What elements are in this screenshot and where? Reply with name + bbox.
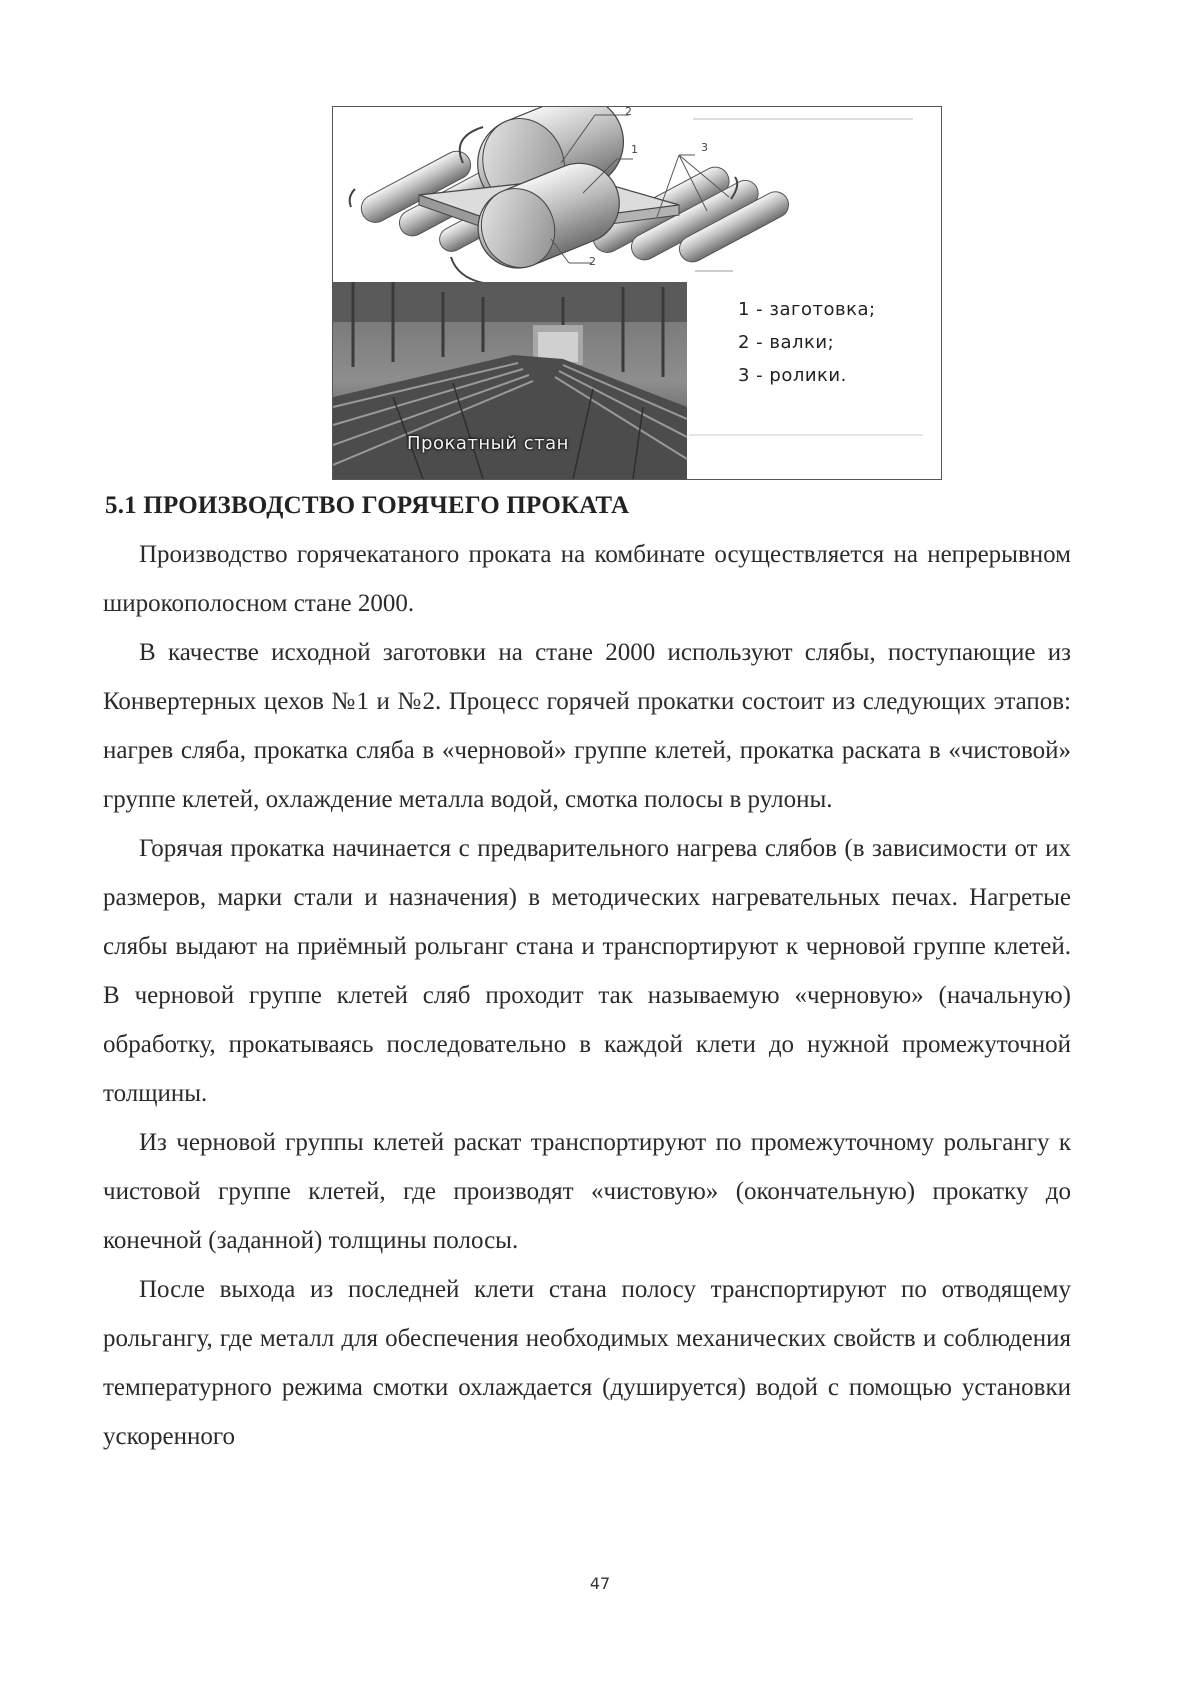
section-heading: 5.1 ПРОИЗВОДСТВО ГОРЯЧЕГО ПРОКАТА (105, 492, 630, 519)
label-2-bottom: 2 (589, 255, 596, 268)
photo-caption: Прокатный стан (407, 433, 569, 454)
body-text (103, 530, 1071, 1461)
page-number: 47 (589, 1574, 611, 1593)
label-3: 3 (701, 141, 708, 154)
legend-item-rolls: 2 - валки; (738, 332, 835, 353)
paragraph-1: Производство горячекатаного проката на комбинате осуществляется на непрерывном широкополосном стане 2000. (103, 541, 1071, 617)
paragraph-4: Из черновой группы клетей раскат транспортируют по промежуточному рольгангу к чистовой группе клетей, где производят «чистовую» (окончательную) прокатку до конечной (заданной) толщины полосы. (103, 1129, 1071, 1254)
rolling-mill-figure (332, 106, 942, 480)
legend-item-rollers: 3 - ролики. (738, 365, 847, 386)
paragraph-5: После выхода из последней клети стана полосу транспортируют по отводящему рольгангу, где металл для обеспечения необходимых механических свойств и соблюдения температурного режима смотки охлаждается (душируется) водой с помощью установки ускоренного (103, 1276, 1071, 1450)
label-2-top: 2 (625, 107, 632, 118)
paragraph-3: Горячая прокатка начинается с предварительного нагрева слябов (в зависимости от их размеров, марки стали и назначения) в методических нагревательных печах. Нагретые слябы выдают на приёмный рольганг стана и транспортируют к черновой группе клетей. В черновой группе клетей сляб проходит так называемую «черновую» (начальную) обработку, прокатываясь последовательно в каждой клети до нужной промежуточной толщины. (103, 835, 1071, 1107)
label-1: 1 (631, 143, 638, 156)
paragraph-2: В качестве исходной заготовки на стане 2000 используют слябы, поступающие из Конвертерных цехов №1 и №2. Процесс горячей прокатки состоит из следующих этапов: нагрев сляба, прокатка сляба в «черновой» группе клетей, прокатка раската в «чистовой» группе клетей, охлаждение металла водой, смотка полосы в рулоны. (103, 639, 1071, 813)
legend-item-billet: 1 - заготовка; (738, 299, 876, 320)
figure-legend (738, 293, 876, 392)
